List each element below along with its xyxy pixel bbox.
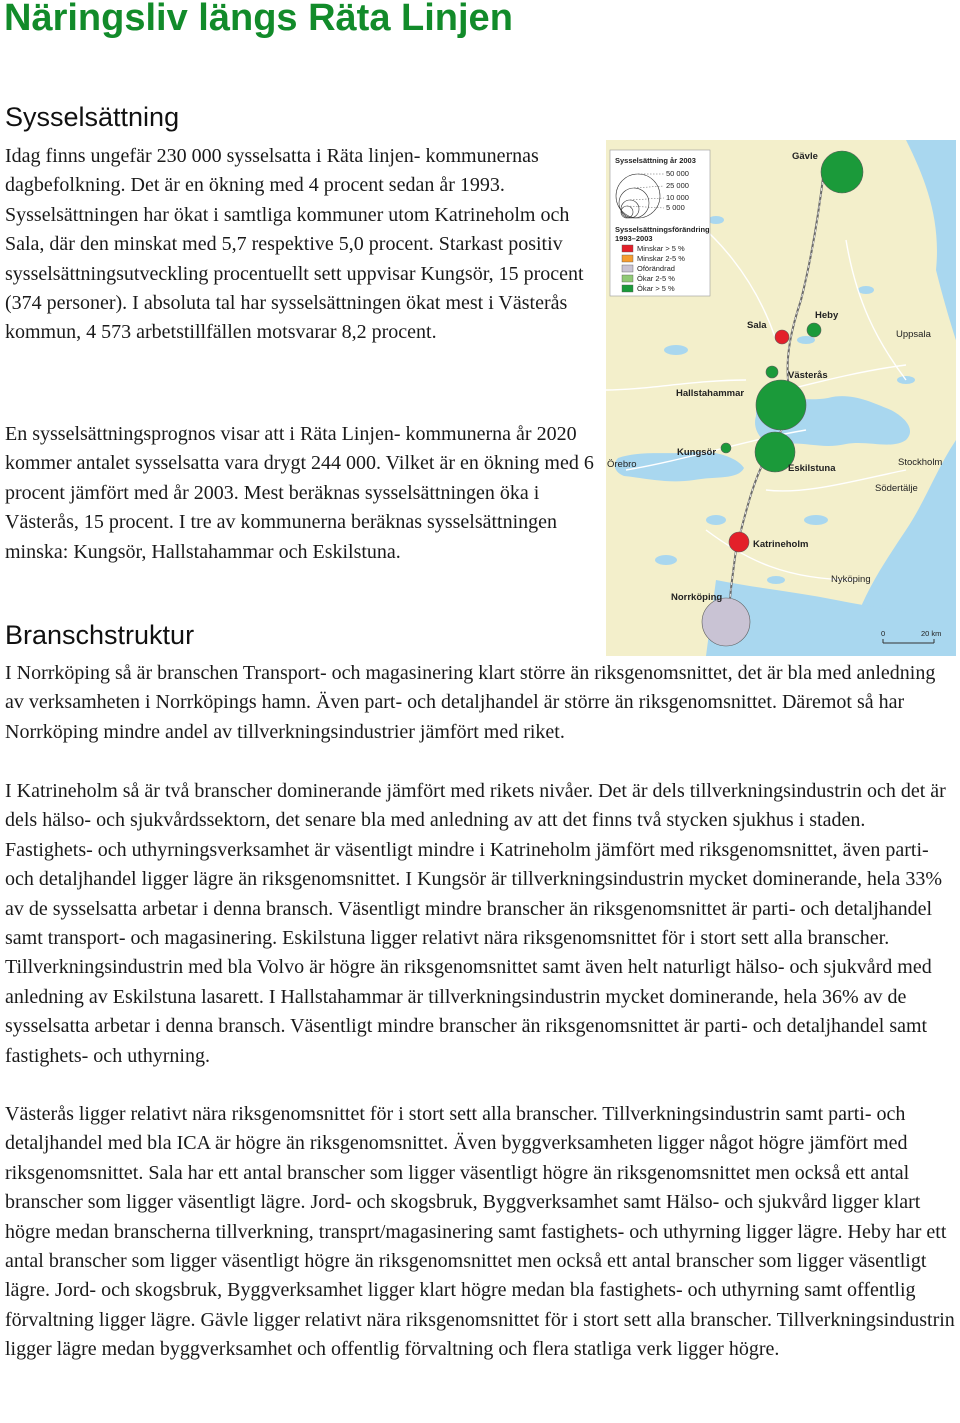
- map-label-orebro: Örebro: [607, 459, 637, 470]
- section-heading-branschstruktur: Branschstruktur: [5, 620, 195, 650]
- legend-change-label: Ökar 2-5 %: [637, 274, 675, 283]
- map-lake: [706, 515, 726, 525]
- paragraph-katrineholm-kungsor-eskilstuna-hallstahammar: I Katrineholm så är två branscher dominerande jämfört med rikets nivåer. Det är dels tillverkningsindustrin och det är dels hälso- och sjukvårdssektorn, det senare bla med anledning av att det finns två stycken sjukhus i staden. Fastighets- och uthyrningsverksamhet är väsentligt mindre i Katrineholm jämfört med riksgenomsnittet, även parti- och detaljhandel ligger lägre än riksgenomsnittet. I Kungsör är tillverkningsindustrin mycket dominerande, hela 33% av de sysselsatta arbetar i denna bransch. Väsentligt mindre branscher än riksgenomsnittet är parti- och detaljhandel samt transport- och magasinering. Eskilstuna ligger relativt nära riksgenomsnittet för i stort sett alla branscher. Tillverkningsindustrin med bla Volvo är högre än riksgenomsnittet samt även helt naturligt hälso- och sjukvård med anledning av Eskilstuna lasarett. I Hallstahammar är tillverkningsindustrin mycket dominerande, hela 36% av de sysselsatta arbetar i denna bransch. Väsentligt mindre branscher än riksgenomsnittet är parti- och detaljhandel samt fastighets- och uthyrning.: [5, 780, 946, 1067]
- map-lake: [767, 576, 785, 584]
- legend-change-label: Minskar > 5 %: [637, 244, 685, 253]
- map-marker-gavle: [821, 151, 863, 193]
- map-label-sala: Sala: [747, 320, 767, 331]
- map-label-stockholm: Stockholm: [898, 457, 943, 468]
- legend-size-10000: 10 000: [666, 193, 689, 202]
- legend-swatch-minskar-2-5: [622, 255, 633, 262]
- employment-map: [606, 140, 956, 656]
- legend-swatch-okar-2-5: [622, 275, 633, 282]
- paragraph-norrkoping: I Norrköping så är branschen Transport- och magasinering klart större än riksgenomsnittet, det är bla med anledning av verksamheten i Norrköpings hamn. Även part- och detaljhandel är större än riksgenomsnittet. Däremot så har Norrköping mindre andel av tillverkningsindustrier jämfört med riket.: [5, 662, 936, 743]
- section-heading-sysselsattning: Sysselsättning: [5, 102, 180, 132]
- map-lake: [858, 286, 874, 294]
- map-label-gavle: Gävle: [792, 151, 818, 162]
- map-marker-katrineholm: [729, 532, 749, 552]
- legend-swatch-oforandrad: [622, 265, 633, 272]
- map-lake: [708, 216, 724, 224]
- map-lake: [804, 515, 828, 525]
- map-marker-kungsor: [721, 443, 731, 453]
- legend-size-50000: 50 000: [666, 169, 689, 178]
- paragraph-employment: Idag finns ungefär 230 000 sysselsatta i Räta linjen- kommunernas dagbefolkning. Det är en ökning med 4 procent sedan år 1993. Sysselsättningen har ökat i samtliga kommuner utom Katrineholm och Sala, där den minskat med 5,7 respektive 5,0 procent. Starkast positiv sysselsättningsutveckling procentuellt sett uppvisar Kungsör, 15 procent (374 personer). I absoluta tal har sysselsättningen ökat mest i Västerås kommun, 4 573 arbetstillfällen motsvarar 8,2 procent.: [5, 145, 584, 344]
- map-marker-hallstahammar: [766, 366, 778, 378]
- map-marker-vasteras: [756, 380, 806, 430]
- map-label-uppsala: Uppsala: [896, 329, 931, 340]
- map-label-heby: Heby: [815, 310, 839, 321]
- map-lake: [655, 555, 677, 565]
- map-label-nykoping: Nyköping: [831, 574, 871, 585]
- map-marker-norrkoping: [702, 598, 750, 646]
- map-label-norrkoping: Norrköping: [671, 592, 723, 603]
- map-label-eskilstuna: Eskilstuna: [788, 463, 836, 474]
- map-lake: [797, 336, 815, 344]
- map-label-vasteras: Västerås: [788, 370, 828, 381]
- map-scale-end: 20 km: [921, 629, 942, 638]
- map-marker-sala: [775, 330, 789, 344]
- legend-change-label: Minskar 2-5 %: [637, 254, 685, 263]
- map-scale-start: 0: [881, 629, 886, 638]
- legend-size-5000: 5 000: [666, 203, 685, 212]
- page-title: Näringsliv längs Räta Linjen: [4, 0, 513, 39]
- map-label-hallstahammar: Hallstahammar: [676, 388, 745, 399]
- legend-swatch-okar-5: [622, 285, 633, 292]
- legend-change-label: Oförändrad: [637, 264, 675, 273]
- legend-swatch-minskar-5: [622, 245, 633, 252]
- paragraph-vasteras-sala-heby-gavle: Västerås ligger relativt nära riksgenomsnittet för i stort sett alla branscher. Tillverkningsindustrin samt parti- och detaljhandel med bla ICA är högre än riksgenomsnittet. Även byggverksamheten ligger något högre jämfört med riksgenomsnittet. Sala har ett antal branscher som ligger väsentligt högre än riksgenomsnittet men också ett antal branscher som ligger väsentligt lägre. Jord- och skogsbruk, Byggverksamhet samt Hälso- och sjukvård ligger klart högre medan branscherna tillverkning, transprt/magasinering samt fastighets- och uthyrning ligger lägre. Heby har ett antal branscher som ligger väsentligt högre än riksgenomsnittet men också ett antal branscher som ligger väsentligt lägre. Jord- och skogsbruk, Byggverksamhet ligger klart högre medan bla fastighets- och uthyrning samt offentlig förvaltning ligger lägre. Gävle ligger relativt nära riksgenomsnittet för i stort sett alla branscher. Tillverkningsindustrin ligger lägre medan byggverksamhet och offentlig förvaltning och flera statliga verk ligger högre.: [5, 1103, 955, 1361]
- map-label-kungsor: Kungsör: [677, 447, 717, 458]
- map-label-katrineholm: Katrineholm: [753, 539, 809, 550]
- map-graphic: [606, 140, 956, 656]
- map-lake: [664, 345, 688, 355]
- legend-size-25000: 25 000: [666, 181, 689, 190]
- map-label-sodertalje: Södertälje: [875, 483, 918, 494]
- legend-size-title: Sysselsättning år 2003: [615, 156, 696, 165]
- legend-change-title: Sysselsättningsförändring: [615, 225, 710, 234]
- legend-change-label: Ökar > 5 %: [637, 284, 675, 293]
- legend-change-period: 1993–2003: [615, 234, 653, 243]
- map-marker-heby: [807, 323, 821, 337]
- paragraph-forecast: En sysselsättningsprognos visar att i Räta Linjen- kommunerna år 2020 kommer antalet sysselsatta vara drygt 244 000. Vilket är en ökning med 6 procent jämfört med år 2003. Mest beräknas sysselsättningen öka i Västerås, 15 procent. I tre av kommunerna beräknas sysselsättningen minska: Kungsör, Hallstahammar och Eskilstuna.: [5, 423, 594, 563]
